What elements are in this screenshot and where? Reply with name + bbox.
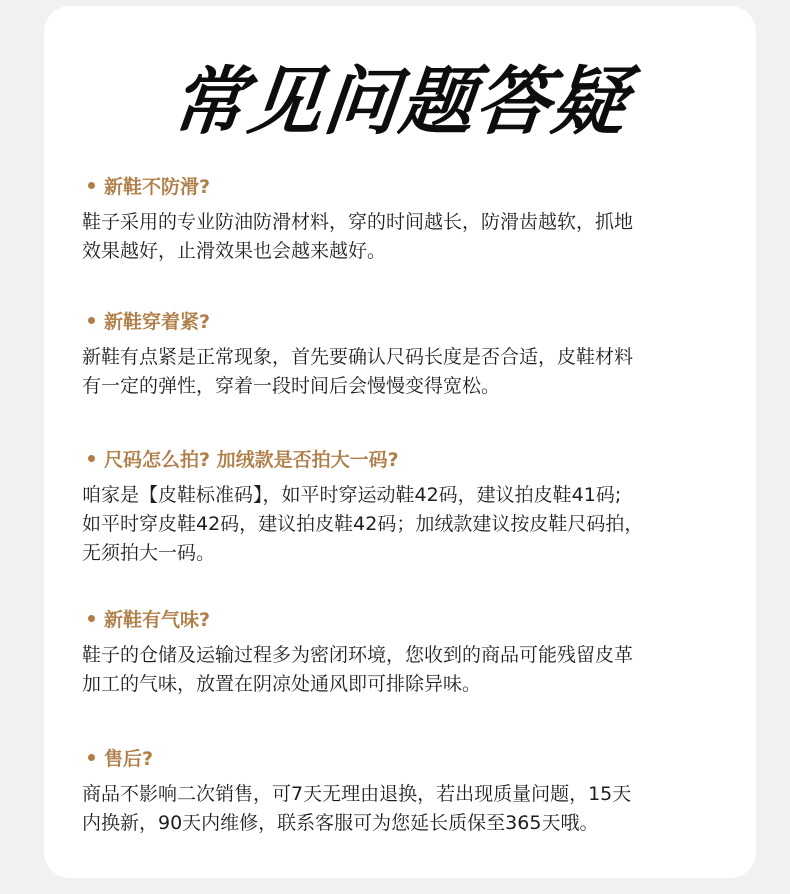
faq-card xyxy=(44,6,756,878)
faq-item xyxy=(82,305,722,401)
bullet-dot-icon xyxy=(88,615,95,622)
faq-item xyxy=(82,603,722,699)
faq-question-text: 新鞋有气味? xyxy=(104,608,211,631)
page-title: 常见问题答疑 xyxy=(167,59,633,145)
faq-item xyxy=(82,170,722,266)
faq-question xyxy=(82,170,722,200)
faq-answer: 鞋子的仓储及运输过程多为密闭环境，您收到的商品可能残留皮革 加工的气味，放置在阴凉处通风即可排除异味。 xyxy=(82,644,634,695)
faq-question-text: 新鞋不防滑? xyxy=(104,175,211,198)
faq-question xyxy=(82,603,722,633)
faq-question-text: 新鞋穿着紧? xyxy=(104,310,211,333)
faq-question-text: 售后? xyxy=(104,747,154,770)
faq-question xyxy=(82,443,722,473)
faq-answer: 鞋子采用的专业防油防滑材料，穿的时间越长，防滑齿越软，抓地 效果越好，止滑效果也会越来越好。 xyxy=(82,211,634,262)
faq-item xyxy=(82,443,722,568)
faq-question xyxy=(82,305,722,335)
faq-item xyxy=(82,742,722,838)
faq-answer: 新鞋有点紧是正常现象，首先要确认尺码长度是否合适，皮鞋材料 有一定的弹性，穿着一段时间后会慢慢变得宽松。 xyxy=(82,346,634,397)
faq-answer: 商品不影响二次销售，可7天无理由退换，若出现质量问题，15天 内换新，90天内维修，联系客服可为您延长质保至365天哦。 xyxy=(82,783,632,834)
bullet-dot-icon xyxy=(88,317,95,324)
bullet-dot-icon xyxy=(88,455,95,462)
bullet-dot-icon xyxy=(88,182,95,189)
faq-question xyxy=(82,742,722,772)
faq-answer: 咱家是【皮鞋标准码】，如平时穿运动鞋42码，建议拍皮鞋41码; 如平时穿皮鞋42码，建议拍皮鞋42码；加绒款建议按皮鞋尺码拍， 无须拍大一码。 xyxy=(82,484,644,564)
bullet-dot-icon xyxy=(88,754,95,761)
faq-question-text: 尺码怎么拍? 加绒款是否拍大一码? xyxy=(104,448,399,471)
